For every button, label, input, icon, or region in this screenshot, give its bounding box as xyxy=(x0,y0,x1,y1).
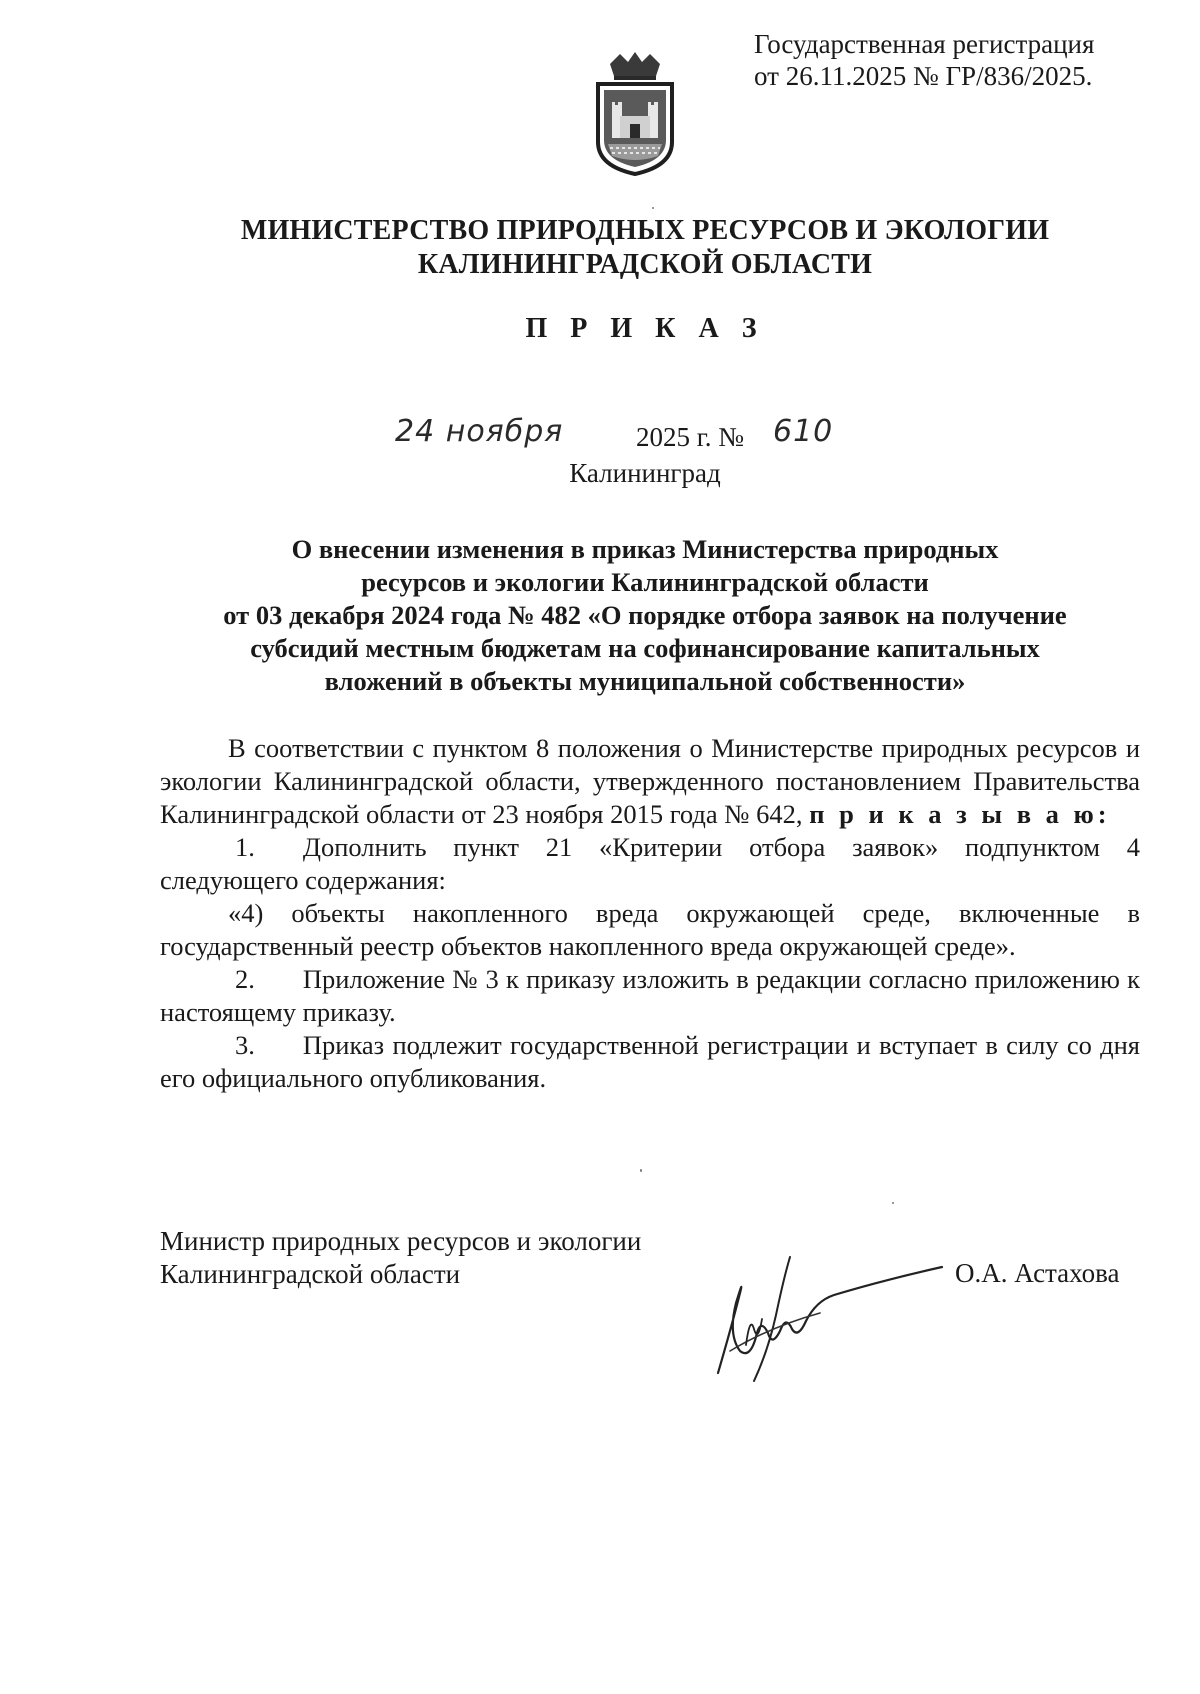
scan-speck xyxy=(640,1169,642,1172)
item-1-paragraph xyxy=(160,831,1140,897)
scan-speck xyxy=(892,1202,894,1204)
subject-line-4: субсидий местным бюджетам на софинансирование капитальных xyxy=(250,633,1040,663)
subject-line-5: вложений в объекты муниципальной собственности» xyxy=(324,666,966,696)
item-3-text: Приказ подлежит государственной регистрации и вступает в силу со дня его официального опубликования. xyxy=(160,1030,1140,1093)
order-body xyxy=(160,732,1140,1095)
signer-position-line-1: Министр природных ресурсов и экологии xyxy=(160,1226,642,1256)
ministry-line-2: КАЛИНИНГРАДСКОЙ ОБЛАСТИ xyxy=(417,249,873,280)
registration-stamp xyxy=(754,28,1154,92)
registration-line-2: от 26.11.2025 № ГР/836/2025. xyxy=(754,61,1093,91)
handwritten-order-number: 610 xyxy=(773,414,834,449)
signer-position xyxy=(160,1225,641,1291)
subject-line-3: от 03 декабря 2024 года № 482 «О порядке отбора заявок на получение xyxy=(223,600,1067,630)
item-2-number: 2. xyxy=(235,964,255,994)
preamble-paragraph xyxy=(160,732,1140,831)
handwritten-signature-icon xyxy=(710,1255,950,1385)
city: Калининград xyxy=(569,458,721,488)
order-date-line xyxy=(395,410,895,460)
coat-of-arms-icon xyxy=(590,50,680,176)
item-1-text: Дополнить пункт 21 «Критерии отбора заявок» подпунктом 4 следующего содержания: xyxy=(160,832,1140,895)
preamble-text: В соответствии с пунктом 8 положения о Министерстве природных ресурсов и экологии Калининградской области, утвержденного постановлением Правительства Калининградской области от 23 ноября 2015 года № 642, xyxy=(160,733,1140,829)
ministry-header xyxy=(100,214,1190,282)
preamble-order-word: п р и к а з ы в а ю: xyxy=(809,799,1111,829)
handwritten-date: 24 ноября xyxy=(395,414,564,449)
item-3-number: 3. xyxy=(235,1030,255,1060)
ministry-line-1: МИНИСТЕРСТВО ПРИРОДНЫХ РЕСУРСОВ И ЭКОЛОГИИ xyxy=(240,215,1050,246)
item-3-paragraph xyxy=(160,1029,1140,1095)
signer-position-line-2: Калининградской области xyxy=(160,1259,461,1289)
item-2-text: Приложение № 3 к приказу изложить в редакции согласно приложению к настоящему приказу. xyxy=(160,964,1140,1027)
registration-line-1: Государственная регистрация xyxy=(754,29,1095,59)
order-title: П Р И К А З xyxy=(525,313,765,344)
item-1-quote-paragraph: «4) объекты накопленного вреда окружающей среде, включенные в государственный реестр объектов накопленного вреда окружающей среде». xyxy=(160,898,1140,961)
scan-speck xyxy=(652,207,654,209)
subject-line-2: ресурсов и экологии Калининградской области xyxy=(361,567,929,597)
order-subject xyxy=(160,533,1130,698)
signer-name: О.А. Астахова xyxy=(955,1258,1120,1288)
subject-line-1: О внесении изменения в приказ Министерства природных xyxy=(291,534,999,564)
printed-year-number: 2025 г. № xyxy=(636,422,745,452)
item-2-paragraph xyxy=(160,963,1140,1029)
item-1-number: 1. xyxy=(235,832,255,862)
